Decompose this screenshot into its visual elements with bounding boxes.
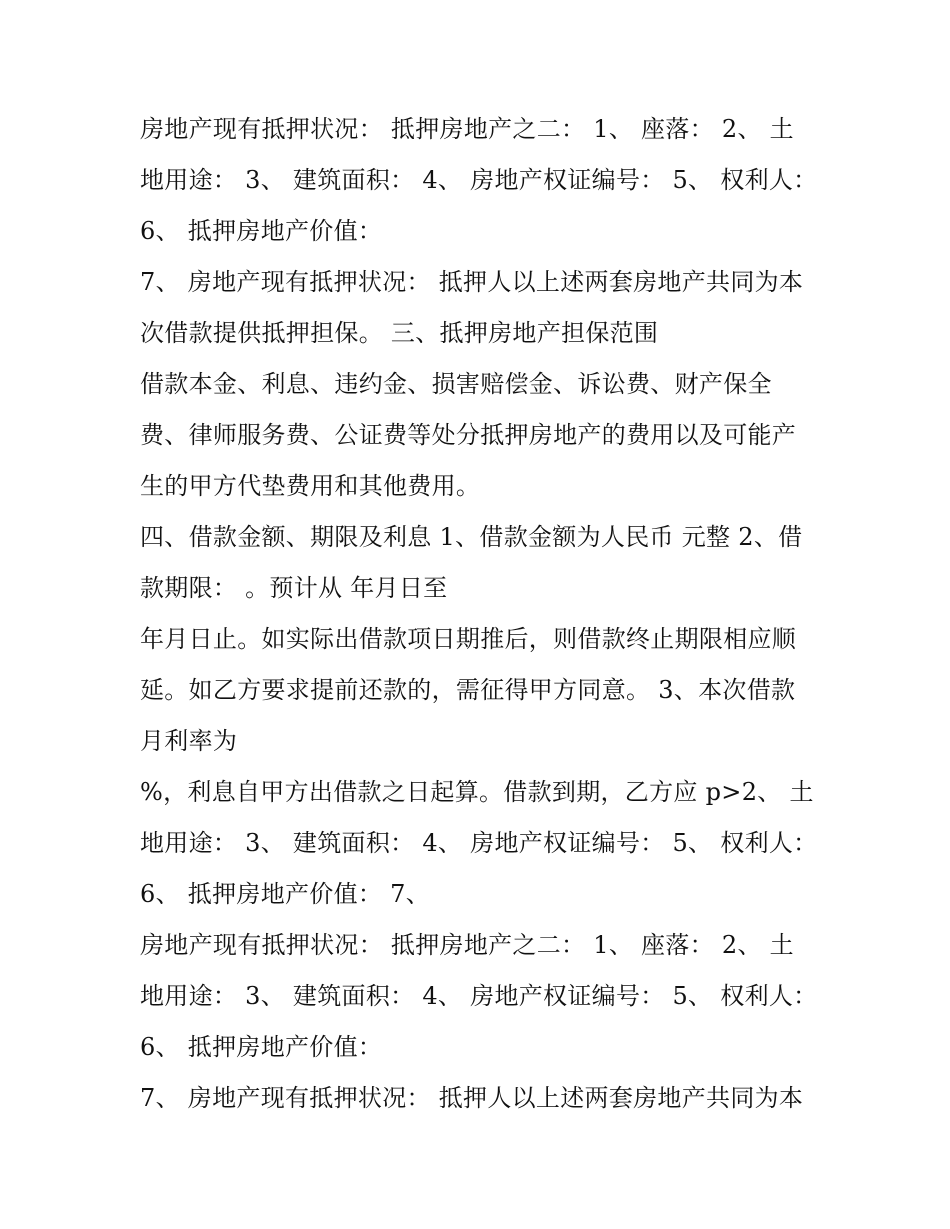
text-line: 地用途： 3、 建筑面积： 4、 房地产权证编号： 5、 权利人： [140, 829, 818, 857]
text-line: %，利息自甲方出借款之日起算。借款到期，乙方应 p>2、 土 [140, 778, 814, 806]
text-line: 6、 抵押房地产价值： 7、 [140, 880, 430, 908]
text-line: 生的甲方代垫费用和其他费用。 [140, 472, 481, 500]
text-line: 四、借款金额、期限及利息 1、借款金额为人民币 元整 2、借 [140, 523, 803, 551]
text-line: 款期限： 。预计从 年月日至 [140, 574, 448, 602]
text-line: 借款本金、利息、违约金、损害赔偿金、诉讼费、财产保全 [140, 370, 772, 398]
text-line: 房地产现有抵押状况： 抵押房地产之二： 1、 座落： 2、 土 [140, 115, 794, 143]
text-line: 6、 抵押房地产价值： [140, 217, 383, 245]
text-line: 月利率为 [140, 727, 238, 755]
text-line: 费、律师服务费、公证费等处分抵押房地产的费用以及可能产 [140, 421, 797, 449]
text-line: 地用途： 3、 建筑面积： 4、 房地产权证编号： 5、 权利人： [140, 982, 818, 1010]
text-line: 7、 房地产现有抵押状况： 抵押人以上述两套房地产共同为本 [140, 1084, 804, 1112]
text-line: 7、 房地产现有抵押状况： 抵押人以上述两套房地产共同为本 [140, 268, 804, 296]
text-line: 延。如乙方要求提前还款的，需征得甲方同意。 3、本次借款 [140, 676, 796, 704]
text-line: 6、 抵押房地产价值： [140, 1033, 383, 1061]
text-line: 年月日止。如实际出借款项日期推后，则借款终止期限相应顺 [140, 625, 797, 653]
text-line: 次借款提供抵押担保。 三、抵押房地产担保范围 [140, 319, 659, 347]
document-body [140, 104, 820, 1124]
text-line: 房地产现有抵押状况： 抵押房地产之二： 1、 座落： 2、 土 [140, 931, 794, 959]
text-line: 地用途： 3、 建筑面积： 4、 房地产权证编号： 5、 权利人： [140, 166, 818, 194]
